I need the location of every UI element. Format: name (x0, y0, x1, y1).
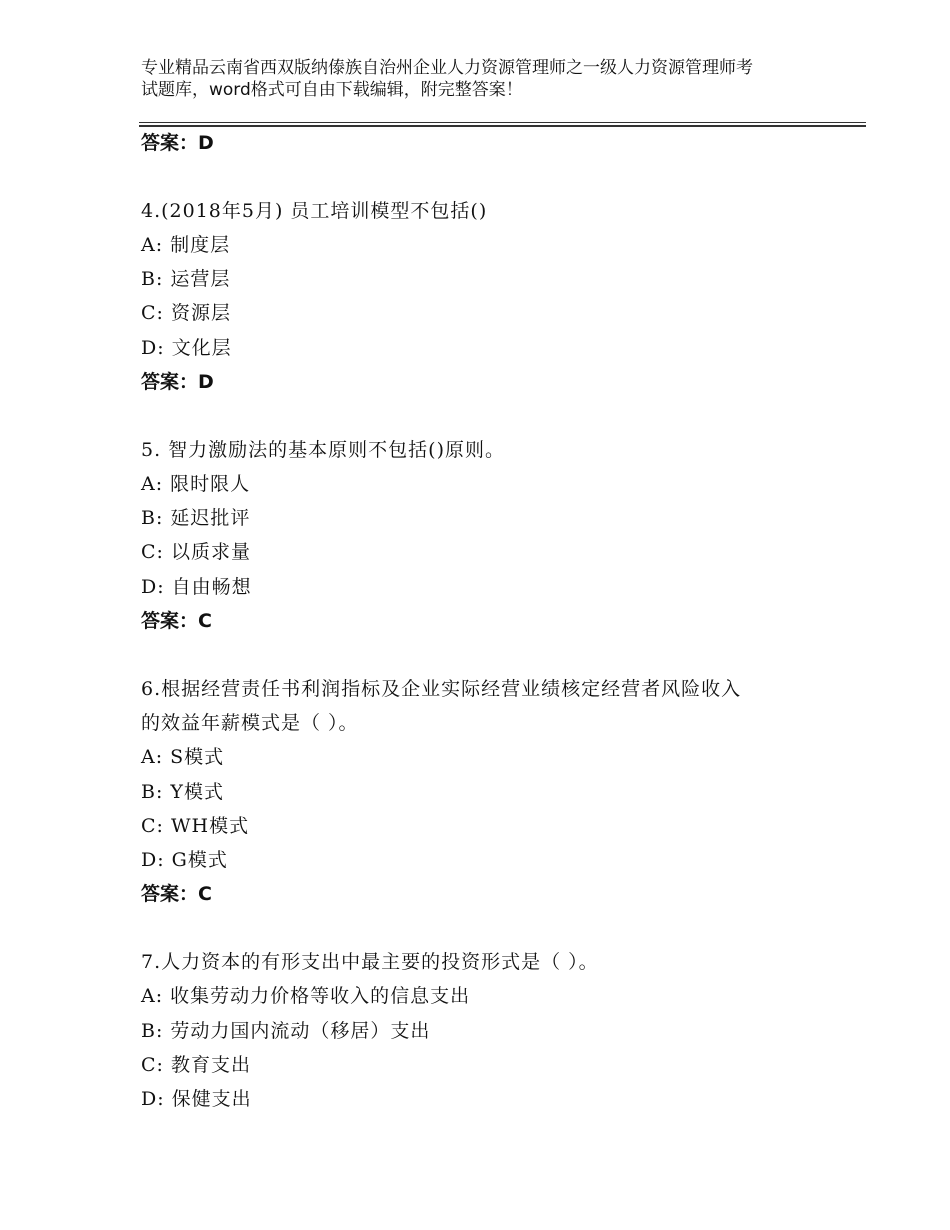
question-7-stem: 7.人力资本的有形支出中最主要的投资形式是（ ）。 (141, 951, 599, 973)
page-header (141, 57, 841, 101)
question-5-option-c: C: 以质求量 (141, 541, 251, 563)
header-title-line-2: 试题库，word格式可自由下载编辑，附完整答案！ (141, 80, 523, 100)
question-5-option-b: B: 延迟批评 (141, 507, 251, 529)
question-6-option-c: C: WH模式 (141, 815, 250, 837)
question-6-answer: 答案：C (141, 883, 212, 905)
question-7-option-b: B: 劳动力国内流动（移居）支出 (141, 1020, 431, 1042)
question-6-option-d: D: G模式 (141, 849, 228, 871)
question-5-answer: 答案：C (141, 610, 212, 632)
question-7-option-d: D: 保健支出 (141, 1088, 252, 1110)
question-6-option-a: A: S模式 (141, 746, 225, 768)
question-5-option-d: D: 自由畅想 (141, 576, 252, 598)
question-4-option-d: D: 文化层 (141, 337, 232, 359)
question-7-option-a: A: 收集劳动力价格等收入的信息支出 (141, 985, 471, 1007)
question-6-option-b: B: Y模式 (141, 781, 224, 803)
question-5-stem: 5. 智力激励法的基本原则不包括()原则。 (141, 439, 505, 461)
question-6-stem-line-1: 6.根据经营责任书利润指标及企业实际经营业绩核定经营者风险收入 (141, 678, 742, 700)
question-6-stem-line-2: 的效益年薪模式是（ ）。 (141, 712, 359, 734)
header-divider-thick (139, 125, 866, 127)
header-title-line-1: 专业精品云南省西双版纳傣族自治州企业人力资源管理师之一级人力资源管理师考 (141, 58, 753, 78)
question-5-option-a: A: 限时限人 (141, 473, 251, 495)
question-4-answer: 答案：D (141, 371, 214, 393)
header-divider-thin (139, 122, 866, 123)
question-4-stem: 4.(2018年5月) 员工培训模型不包括() (141, 200, 488, 222)
question-4-option-a: A: 制度层 (141, 234, 231, 256)
previous-answer: 答案：D (141, 132, 214, 154)
question-7-option-c: C: 教育支出 (141, 1054, 251, 1076)
question-4-option-c: C: 资源层 (141, 302, 231, 324)
question-4-option-b: B: 运营层 (141, 268, 231, 290)
